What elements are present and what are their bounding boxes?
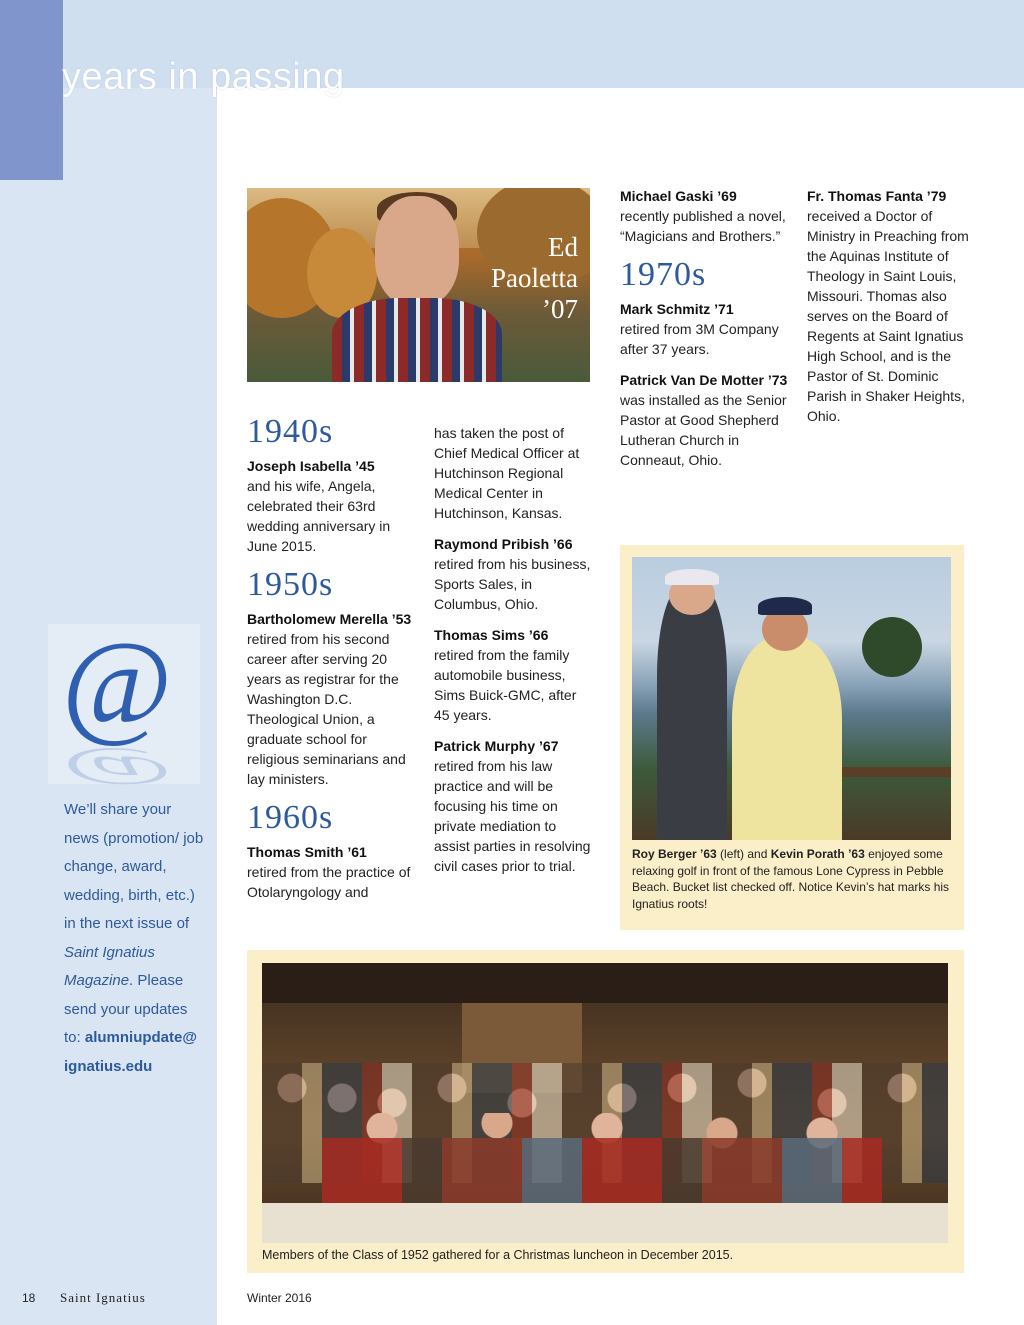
group-photo-ceiling bbox=[262, 963, 948, 1003]
golf-person-right-hat bbox=[758, 597, 812, 615]
decade-heading-1960s: 1960s bbox=[247, 799, 334, 836]
entry-name: Thomas Sims ’66 bbox=[434, 627, 549, 643]
corner-accent-block bbox=[0, 0, 63, 180]
column-3 bbox=[620, 186, 790, 481]
entry-merella bbox=[247, 609, 412, 789]
golf-person-left bbox=[657, 587, 727, 840]
sidebar-text-part1: We’ll share your news (promotion/ job change, award, wedding, birth, etc.) in the next issue of bbox=[64, 801, 204, 932]
group-photo-front-row-clothes bbox=[322, 1138, 882, 1213]
sidebar-magazine-title: Saint Ignatius Magazine bbox=[64, 943, 155, 989]
footer-issue: Winter 2016 bbox=[247, 1291, 312, 1305]
entry-name: Patrick Murphy ’67 bbox=[434, 738, 559, 754]
entry-smith-continued: has taken the post of Chief Medical Officer at Hutchinson Regional Medical Center in Hutchinson, Kansas. bbox=[434, 425, 580, 521]
hero-photo-ed-paoletta bbox=[247, 188, 590, 382]
hero-caption bbox=[491, 232, 578, 325]
footer-page-number: 18 bbox=[22, 1291, 36, 1305]
entry-text: was installed as the Senior Pastor at Good Shepherd Lutheran Church in Conneaut, Ohio. bbox=[620, 392, 787, 468]
entry-name: Bartholomew Merella ’53 bbox=[247, 611, 412, 627]
entry-name: Michael Gaski ’69 bbox=[620, 188, 737, 204]
entry-text: recently published a novel, “Magicians and Brothers.” bbox=[620, 208, 786, 244]
hero-caption-year: ’07 bbox=[542, 294, 578, 324]
sidebar-email-link[interactable]: alumniupdate@ ignatius.edu bbox=[64, 1029, 197, 1075]
golf-photo-caption bbox=[632, 846, 954, 912]
decade-heading-1940s: 1940s bbox=[247, 413, 334, 450]
caption-name-berger: Roy Berger ’63 bbox=[632, 847, 717, 861]
group-photo-table bbox=[262, 1203, 948, 1243]
entry-name: Fr. Thomas Fanta ’79 bbox=[807, 188, 947, 204]
entry-text: retired from his business, Sports Sales, in Columbus, Ohio. bbox=[434, 556, 591, 612]
hero-face bbox=[375, 196, 459, 306]
sidebar-text-part2: . Please send your updates to: bbox=[64, 972, 188, 1046]
lone-cypress bbox=[862, 617, 922, 677]
at-sign-icon: @ bbox=[62, 616, 173, 749]
entry-van-de-motter bbox=[620, 370, 790, 470]
group-photo-caption: Members of the Class of 1952 gathered for a Christmas luncheon in December 2015. bbox=[262, 1248, 734, 1262]
entry-text: retired from the practice of Otolaryngology and bbox=[247, 864, 411, 900]
decade-heading-1950s: 1950s bbox=[247, 566, 334, 603]
entry-name: Thomas Smith ’61 bbox=[247, 844, 367, 860]
section-title: years in passing bbox=[62, 56, 345, 98]
caption-name-porath: Kevin Porath ’63 bbox=[770, 847, 865, 861]
railing bbox=[842, 767, 951, 777]
entry-text: received a Doctor of Ministry in Preaching from the Aquinas Institute of Theology in Saint Louis, Missouri. Thomas also serves on the Board of Regents at Saint Ignatius High School, and is the Pastor of St. Dominic Parish in Shaker Heights, Ohio. bbox=[807, 208, 969, 424]
entry-isabella bbox=[247, 456, 412, 556]
entry-name: Patrick Van De Motter ’73 bbox=[620, 372, 788, 388]
footer-magazine-name: Saint Ignatius bbox=[60, 1290, 146, 1305]
decade-heading-1970s: 1970s bbox=[620, 256, 707, 293]
entry-pribish bbox=[434, 534, 594, 614]
entry-gaski bbox=[620, 186, 790, 246]
hero-caption-first: Ed bbox=[548, 232, 578, 262]
entry-murphy bbox=[434, 736, 594, 876]
column-2 bbox=[434, 423, 594, 887]
column-4 bbox=[807, 186, 977, 437]
entry-smith bbox=[247, 842, 412, 902]
hero-shirt bbox=[332, 298, 502, 382]
caption-connector: (left) and bbox=[716, 847, 771, 861]
golf-person-left-hat bbox=[665, 569, 719, 585]
entry-text: retired from his law practice and will be focusing his time on private mediation to assist parties in resolving civil cases prior to trial. bbox=[434, 758, 591, 874]
sidebar-share-news-text bbox=[64, 796, 204, 1081]
entry-text: retired from his second career after serving 20 years as registrar for the Washington D.C. Theological Union, a graduate school for religious seminarians and lay ministers. bbox=[247, 631, 406, 787]
entry-schmitz bbox=[620, 299, 790, 359]
group-photo bbox=[262, 963, 948, 1243]
hero-caption-last: Paoletta bbox=[491, 263, 578, 293]
golf-person-right bbox=[732, 637, 842, 840]
entry-text: retired from the family automobile business, Sims Buick-GMC, after 45 years. bbox=[434, 647, 577, 723]
entry-text: and his wife, Angela, celebrated their 63rd wedding anniversary in June 2015. bbox=[247, 478, 391, 554]
entry-fanta bbox=[807, 186, 977, 426]
golf-photo bbox=[632, 557, 951, 840]
entry-sims bbox=[434, 625, 594, 725]
caption-text: enjoyed some relaxing golf in front of the famous Lone Cypress in Pebble Beach. Bucket list checked off. Notice Kevin’s hat marks his Ignatius roots! bbox=[632, 847, 950, 911]
entry-text: retired from 3M Company after 37 years. bbox=[620, 321, 779, 357]
column-1 bbox=[247, 414, 412, 913]
at-sign-reflection-icon: @ bbox=[62, 746, 173, 794]
entry-name: Mark Schmitz ’71 bbox=[620, 301, 734, 317]
entry-name: Joseph Isabella ’45 bbox=[247, 458, 375, 474]
entry-name: Raymond Pribish ’66 bbox=[434, 536, 573, 552]
